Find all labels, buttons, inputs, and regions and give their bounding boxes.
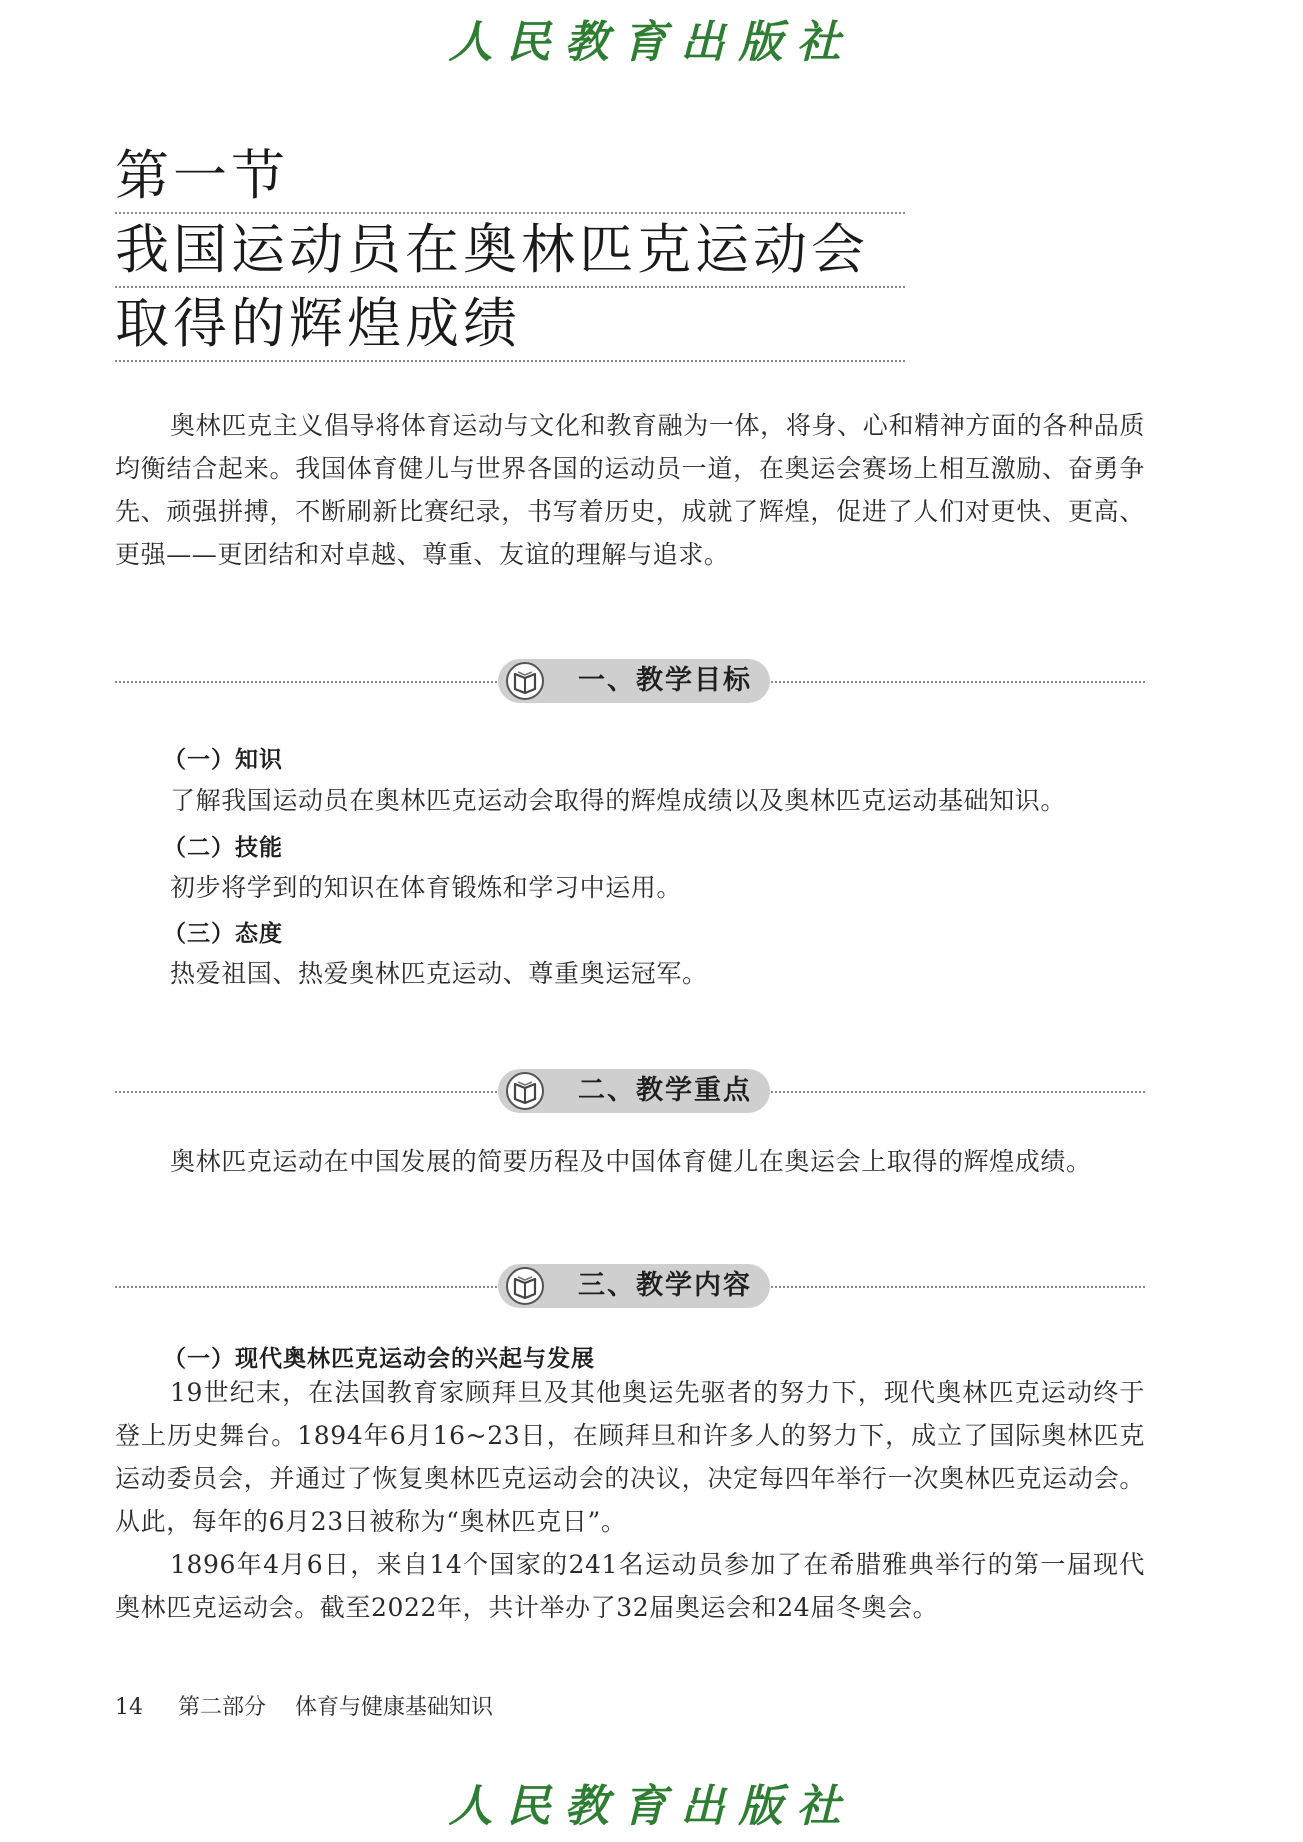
focus-text: 奥林匹克运动在中国发展的简要历程及中国体育健儿在奥运会上取得的辉煌成绩。 bbox=[170, 1147, 1092, 1176]
objectives-title: 一、教学目标 bbox=[578, 665, 752, 696]
content-title: 三、教学内容 bbox=[578, 1270, 752, 1301]
content-paragraph-1: 19世纪末，在法国教育家顾拜旦及其他奥运先驱者的努力下，现代奥林匹克运动终于登上历史舞台。1894年6月16~23日，在顾拜旦和许多人的努力下，成立了国际奥林匹克运动委员会，并通过了恢复奥林匹克运动会的决议，决定每四年举行一次奥林匹克运动会。从此，每年的6月23日被称为“奥林匹克日”。 bbox=[115, 1378, 1145, 1536]
section-title-line-1: 我国运动员在奥林匹克运动会 bbox=[115, 214, 905, 288]
attitude-text: 热爱祖国、热爱奥林匹克运动、尊重奥运冠军。 bbox=[170, 959, 708, 988]
knowledge-text: 了解我国运动员在奥林匹克运动会取得的辉煌成绩以及奥林匹克运动基础知识。 bbox=[170, 786, 1067, 815]
publisher-logo-bottom: 人民教育出版社 bbox=[448, 1781, 855, 1832]
book-icon bbox=[506, 662, 544, 700]
content-header bbox=[498, 1264, 770, 1308]
section-title-line-2: 取得的辉煌成绩 bbox=[115, 288, 905, 362]
page-footer bbox=[115, 1690, 493, 1721]
objectives-header bbox=[498, 659, 770, 703]
intro-paragraph: 奥林匹克主义倡导将体育运动与文化和教育融为一体，将身、心和精神方面的各种品质均衡结合起来。我国体育健儿与世界各国的运动员一道，在奥运会赛场上相互激励、奋勇争先、顽强拼搏，不断刷新比赛纪录，书写着历史，成就了辉煌，促进了人们对更快、更高、更强——更团结和对卓越、尊重、友谊的理解与追求。 bbox=[115, 411, 1145, 569]
content-subheading: （一）现代奥林匹克运动会的兴起与发展 bbox=[163, 1346, 595, 1372]
publisher-logo: 人民教育出版社 bbox=[448, 17, 855, 68]
page-number: 14 bbox=[115, 1695, 143, 1720]
book-icon bbox=[506, 1267, 544, 1305]
skills-text: 初步将学到的知识在体育锻炼和学习中运用。 bbox=[170, 873, 683, 902]
part-label: 第二部分 bbox=[178, 1695, 267, 1720]
knowledge-heading: （一）知识 bbox=[163, 747, 283, 773]
focus-header bbox=[498, 1069, 770, 1113]
attitude-heading: （三）态度 bbox=[163, 921, 283, 947]
section-number-title: 第一节 bbox=[115, 140, 905, 214]
book-icon bbox=[506, 1072, 544, 1110]
skills-heading: （二）技能 bbox=[163, 835, 283, 861]
part-title: 体育与健康基础知识 bbox=[295, 1695, 494, 1720]
focus-title: 二、教学重点 bbox=[578, 1075, 752, 1106]
content-paragraph-2: 1896年4月6日，来自14个国家的241名运动员参加了在希腊雅典举行的第一届现代奥林匹克运动会。截至2022年，共计举办了32届奥运会和24届冬奥会。 bbox=[115, 1550, 1145, 1622]
